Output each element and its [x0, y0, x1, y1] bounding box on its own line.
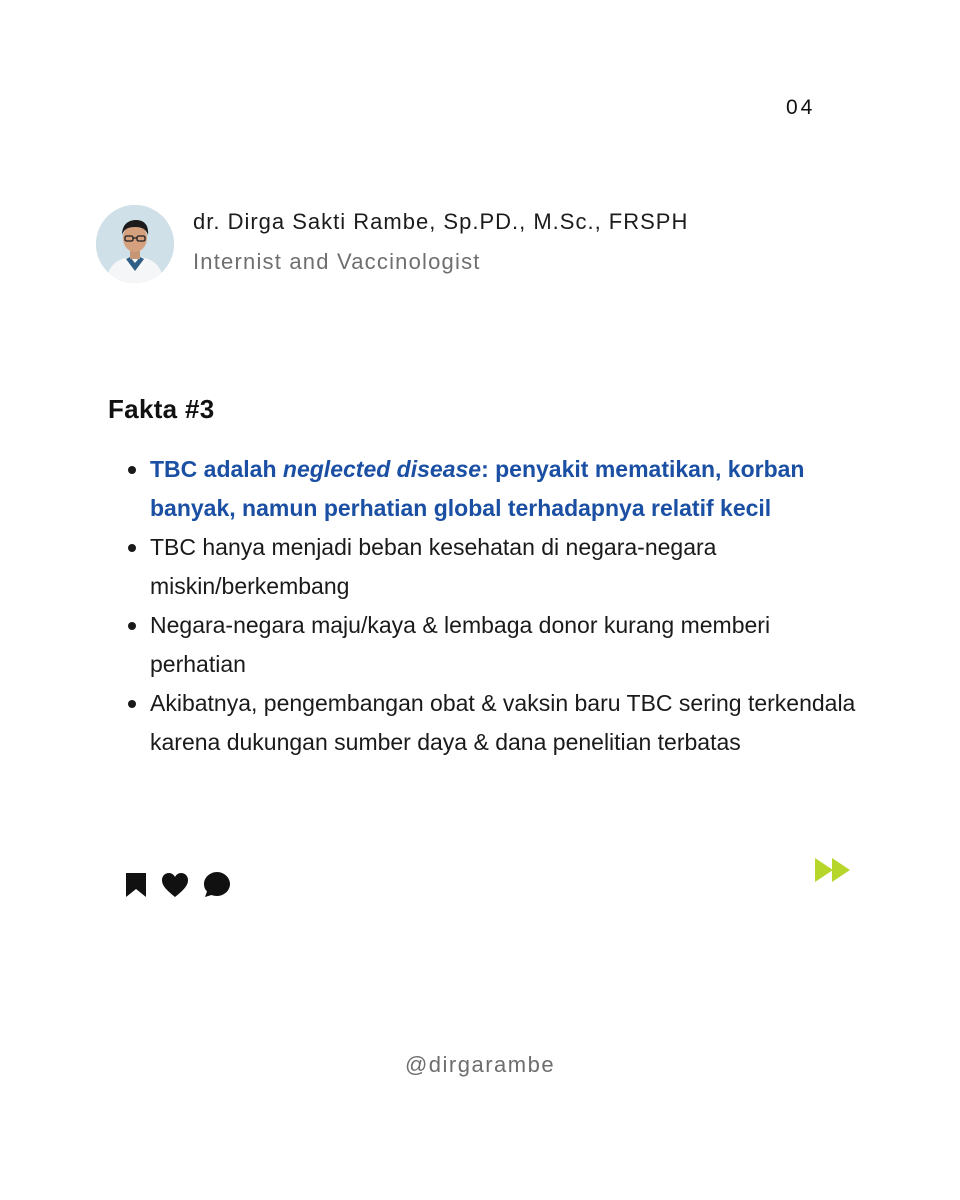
fact-text: TBC hanya menjadi beban kesehatan di negara-negara miskin/berkembang: [150, 534, 717, 599]
fast-forward-icon[interactable]: [815, 858, 851, 882]
bookmark-icon[interactable]: [125, 872, 147, 898]
avatar: [96, 205, 174, 283]
fact-list: [150, 450, 870, 762]
author-name: dr. Dirga Sakti Rambe, Sp.PD., M.Sc., FRSPH: [193, 209, 689, 234]
footer-handle: @dirgarambe: [404, 1052, 556, 1077]
fact-item-burden: [150, 528, 870, 606]
fact-text: Akibatnya, pengembangan obat & vaksin baru TBC sering terkendala karena dukungan sumber daya & dana penelitian terbatas: [150, 690, 856, 755]
author-text: [193, 205, 688, 277]
fact-text-part1: TBC adalah: [150, 456, 283, 482]
fact-text: Negara-negara maju/kaya & lembaga donor kurang memberi perhatian: [150, 612, 771, 677]
page-number: 04: [786, 96, 816, 119]
author-title: Internist and Vaccinologist: [193, 249, 481, 274]
section-title: Fakta #3: [108, 394, 215, 424]
fact-item-attention: [150, 606, 870, 684]
author-block: [96, 205, 688, 283]
fact-item-consequence: [150, 684, 870, 762]
fact-text-emphasis: neglected disease: [282, 456, 482, 482]
comment-icon[interactable]: [203, 871, 231, 898]
fact-text-part2: : penyakit mematikan, korban banyak, namun perhatian global terhadapnya relatif kecil: [150, 456, 805, 521]
fact-item-neglected-disease: [150, 450, 870, 528]
action-bar: [125, 871, 245, 898]
bullet: [128, 700, 136, 708]
bullet: [128, 544, 136, 552]
bullet: [128, 466, 136, 474]
heart-icon[interactable]: [161, 872, 189, 898]
bullet: [128, 622, 136, 630]
